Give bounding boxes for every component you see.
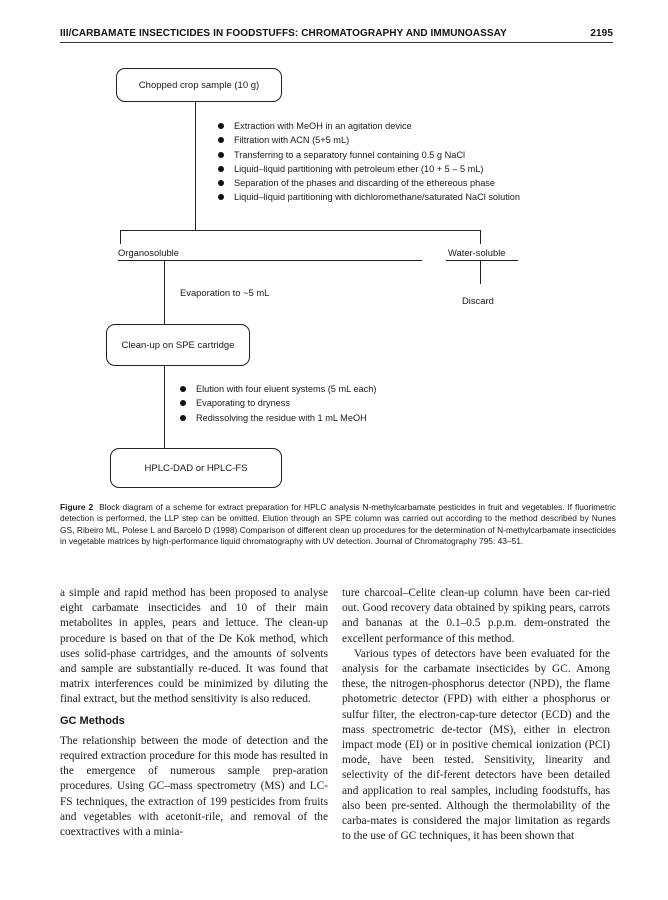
box-spe-cleanup-label: Clean-up on SPE cartridge <box>121 339 235 351</box>
extraction-step: Extraction with MeOH in an agitation device <box>216 119 520 133</box>
discard-label: Discard <box>462 295 494 306</box>
elution-steps-list <box>178 382 376 425</box>
connector-sample-down <box>195 102 196 230</box>
box-crop-sample <box>116 68 282 102</box>
right-paragraph-1: ture charcoal–Celite clean-up column have been car-ried out. Good recovery data obtained by spiking pears, carrots and bananas at the 0.1–0.5 p.p.m. dem-onstrated the excellent performance of this method. <box>342 587 610 645</box>
branch-horizontal-line <box>120 230 481 231</box>
connector-water-down <box>480 260 481 284</box>
section-heading-gc-methods: GC Methods <box>60 714 125 727</box>
figure-label: Figure 2 <box>60 502 94 512</box>
box-hplc-label: HPLC-DAD or HPLC-FS <box>144 462 248 474</box>
extraction-step: Separation of the phases and discarding of the ethereous phase <box>216 176 520 190</box>
connector-spe-down <box>164 366 165 448</box>
left-column <box>60 586 328 840</box>
elution-step: Elution with four eluent systems (5 mL each) <box>178 382 376 396</box>
box-spe-cleanup <box>106 324 250 366</box>
left-paragraph-1: a simple and rapid method has been proposed to analyse eight carbamate insecticides and 10 of their main metabolites in apples, pears and lettuce. The clean-up procedure is based on that of the De Kok method, which uses solid-phase cartridges, and the amounts of solvents and sample are substantially re-duced. It was found that matrix interferences could be minimized by diluting the final extract, but the method sensitivity is also reduced. <box>60 587 328 706</box>
branch-right-tick <box>480 230 481 244</box>
branch-left-tick <box>120 230 121 244</box>
water-soluble-underline <box>446 260 518 261</box>
page-number: 2195 <box>590 28 613 39</box>
water-soluble-label: Water-soluble <box>448 247 506 258</box>
elution-step: Redissolving the residue with 1 mL MeOH <box>178 411 376 425</box>
evaporation-label: Evaporation to ~5 mL <box>180 287 270 298</box>
elution-step: Evaporating to dryness <box>178 396 376 410</box>
left-paragraph-2: The relationship between the mode of detection and the required extraction procedure for this mode has resulted in the emergence of numerous sample prep-aration procedures. Using GC–mass spectrometry (MS) and LC-FS techniques, the extraction of 199 pesticides from fruits and vegetables with acetonit-rile, and removal of the coextractives with a minia- <box>60 734 328 839</box>
running-title: III/CARBAMATE INSECTICIDES IN FOODSTUFFS: CHROMATOGRAPHY AND IMMUNOASSAY <box>60 28 507 39</box>
extraction-step: Filtration with ACN (5+5 mL) <box>216 133 520 147</box>
extraction-step: Liquid–liquid partitioning with dichloromethane/saturated NaCl solution <box>216 190 520 204</box>
figure-caption-text: Block diagram of a scheme for extract preparation for HPLC analysis N-methylcarbamate pesticides in fruit and vegetables. If fluorimetric detection is performed, the LLP step can be omitted. Elution through an SPE column was carried out according to the method described by Nunes GS, Ribeiro ML, Polese L and Barceló D (1998) Comparison of different clean up procedures for the determination of N-methylcarbamate insecticides in vegetable matrices by high-performance liquid chromatography with UV detection. Journal of Chromatography 795: 43–51. <box>60 502 616 547</box>
extraction-step: Transferring to a separatory funnel containing 0.5 g NaCl <box>216 148 520 162</box>
box-crop-sample-label: Chopped crop sample (10 g) <box>138 79 260 91</box>
box-hplc <box>110 448 282 488</box>
organosoluble-label: Organosoluble <box>118 247 179 258</box>
extraction-steps-list <box>216 119 520 205</box>
figure-caption <box>60 502 616 548</box>
extraction-step: Liquid–liquid partitioning with petroleum ether (10 + 5 – 5 mL) <box>216 162 520 176</box>
right-column <box>342 586 610 844</box>
right-paragraph-2: Various types of detectors have been evaluated for the analysis for the carbamate insecticides by GC. Among these, the nitrogen-phosphorus detector (NPD), the flame photometric detector (FPD) with either a phosphorus or sulfur filter, the electron-cap-ture detector (ECD) and the mass spectrometric de-tector (MS), either in electron impact mode (EI) or in positive chemical ionization (PCI) mode, have been tested. Sensitivity, linearity and selectivity of the dif-ferent detectors have been detailed and application to real samples, including foodstuffs, has also been pre-sented. Although the thermolability of the carba-mates is considered the major limitation as regards to the use of GC techniques, it has been shown that <box>342 647 610 843</box>
connector-organo-down <box>164 260 165 324</box>
